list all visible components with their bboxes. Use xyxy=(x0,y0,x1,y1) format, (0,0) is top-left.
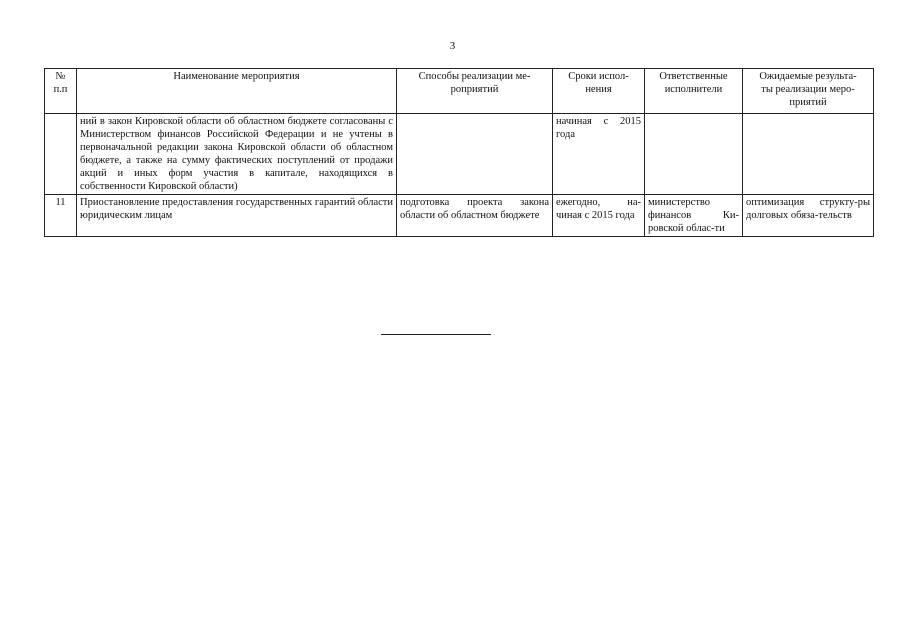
expected-result xyxy=(743,114,874,195)
row-number: 11 xyxy=(45,195,77,237)
table-row xyxy=(45,114,874,195)
responsible-executor: министерство финансов Ки-ровской облас-ти xyxy=(645,195,743,237)
table-row xyxy=(45,195,874,237)
header-implementation-methods: Способы реализации ме- роприятий xyxy=(397,69,553,114)
measure-name: Приостановление предоставления государственных гарантий области юридическим лицам xyxy=(77,195,397,237)
row-number xyxy=(45,114,77,195)
table-header-row xyxy=(45,69,874,114)
implementation-method: подготовка проекта закона области об областном бюджете xyxy=(397,195,553,237)
implementation-method xyxy=(397,114,553,195)
measures-table xyxy=(44,68,874,237)
responsible-executor xyxy=(645,114,743,195)
measure-name: ний в закон Кировской области об областном бюджете согласованы с Министерством финансов Российской Федерации и не учтены в первоначальной редакции закона Кировской области об областном бюджете, а также на сумму фактических поступлений от продажи акций и иных форм участия в капитале, находящихся в собственности Кировской области) xyxy=(77,114,397,195)
end-separator-line xyxy=(381,334,491,335)
expected-result: оптимизация структу-ры долговых обяза-тельств xyxy=(743,195,874,237)
page-number: 3 xyxy=(449,40,456,52)
header-expected-results: Ожидаемые результа- ты реализации меро- приятий xyxy=(743,69,874,114)
header-measure-name: Наименование мероприятия xyxy=(77,69,397,114)
header-number: № п.п xyxy=(45,69,77,114)
execution-term: начиная с 2015 года xyxy=(553,114,645,195)
execution-term: ежегодно, на-чиная с 2015 года xyxy=(553,195,645,237)
header-responsible: Ответственные исполнители xyxy=(645,69,743,114)
header-execution-terms: Сроки испол- нения xyxy=(553,69,645,114)
